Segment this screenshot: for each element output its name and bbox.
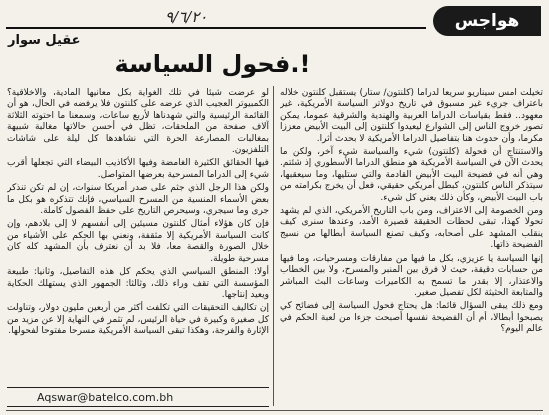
paragraph: ومن الخصومة إلى الاعتراف، ومن باب التاريخ الأمريكي، الذي لم يشهد تحولا كهذا، تبقى لحظات الحقيقة قصيرة الأمد، وعندها سنرى كيف ينقلب المشهد على أصحابه، وكيف تصنع السياسة أبطالها من نسيج الفضيحة ذاتها. [280, 206, 543, 251]
article-column-left [7, 88, 269, 382]
column-name-tab: هواجس [433, 6, 541, 36]
paragraph: إن تكاليف التحقيقات التي تكلفت أكثر من أربعين مليون دولار، وتناولت كل صغيرة وكبيرة في حياة الرئيس، لم تثمر في النهاية إلا عن مزيد من الإثارة والفرجة، وهكذا تبقى السياسة الأمريكية مسرحا مفتوحا لفحولها. [7, 303, 269, 337]
paragraph: تخيلت أمس سيناريو سريعا لدراما (كلنتون/ ستار) يستقبل كلنتون خلاله باعتراف جريء غير مسبوق في تاريخ دولاتر السياسة الأمريكية، غير معهود.. فقط بقياسات الدراما العربية والهندية والشرقية عموما، يمكن تصور خروج الناس إلى الشوارع ليعيدوا كلنتون إلى البيت الأبيض معززا مكرما، وأن حدوث هنا بتفاصيل الدراما الأمريكية لا بحدث أثرا. [280, 88, 543, 144]
paragraph: أولا: المنطق السياسي الذي يحكم كل هذه التفاصيل، وثانيا: طبيعة المؤسسة التي تقف وراء ذلك، وثالثا: الجمهور الذي يستهلك الحكاية ويعيد إنتاجها. [7, 267, 269, 300]
email-text[interactable]: Aqswar@batelco.com.bh [37, 390, 174, 404]
paragraph: والاستنتاج أن فحولة (كلنتون) شيء والسياسة شيء آخر، ولكن ما يحدث الآن في السياسة الأمريكية هو منطق الدراما الأسطوري إذ شئتم. وهي أنه في فضيحة البيت الأبيض القادمة والتي ستليها، وما سيعقبها، سيتذكر الناس كلنتون، كبطل أمريكي حقيقي، فعل أن يخرج بكرامته من باب البيت الأبيض، وكأن ذلك يعني كل شيء. [280, 147, 543, 203]
paragraph: لو عرضت شيئا في تلك الغواية بكل معانيها المادية، والأخلاقية؟ الكمبيوتر العجيب الذي عرضه على كلنتون فلا يرفضه في الحال، هو أن القائمة الرئيسية والتي شهدناها لأربع ساعات، وسمعنا ما احتوته الثلاثة آلاف صفحة من الملحقات، تظل في أحسن حالاتها مغالبة شبيهة بمغالبات المصارعة الحرة التي نشاهدها كل ليلة على شاشات التلفزيون. [7, 88, 269, 156]
author-name: عقيل سوار [8, 33, 81, 48]
author-email[interactable] [7, 387, 269, 407]
paragraph: ومع ذلك يبقى السؤال قائما: هل يحتاج فحول السياسة إلى فضائح كي يصبحوا أبطالا، أم أن الفضيحة نفسها أصبحت جزءا من لعبة الحكم في عالم اليوم؟ [280, 301, 543, 335]
header-rule [6, 27, 426, 29]
paragraph: فيها الحقائق الكثيرة الغامضة وفيها الأكاذيب البيضاء التي تجعلها أقرب شيء إلى الدراما المسرحية بعرضها المتواصل. [7, 158, 269, 180]
paragraph: ولكن هذا الرجل الذي جثم على صدر أمريكا سنوات، إن لم تكن تنذكر بعض الأسماء المنسية من المسرح السياسي، فإنك تتذكره هو بكل ما جرى وما سيجري، وسيحرص التاريخ على حفظ الفصول كاملة. [7, 183, 269, 217]
article-column-right [280, 88, 543, 411]
handwritten-date: ٩/٦/٢٠ [165, 8, 208, 26]
article-title: فحول السياسة.! [114, 50, 311, 78]
paragraph: إنها السياسة يا عزيزي، بكل ما فيها من مفارقات ومسرحيات، وما فيها من حسابات دقيقة، حيث لا فرق بين المنبر والمسرح، ولا بين الخطاب والاعتذار، إلا بقدر ما تسمح به الكاميرات وساعات البث المباشر والمتابعة الحثيثة لكل تفصيل صغير. [280, 253, 543, 298]
column-divider [273, 86, 274, 406]
bottom-rule [6, 410, 543, 411]
paragraph: فإن كان هؤلاء أمثال كلنتون مسيئين إلى أنفسهم لا إلى بلادهم، وإن كانت السياسة الأمريكية إلا مثقفة، ونعني بها الحكم على الأشياء من خلال الصورة والقصة معا، فلا بد أن نعترف بأن المشهد كله كان مسرحية طويلة. [7, 219, 269, 264]
